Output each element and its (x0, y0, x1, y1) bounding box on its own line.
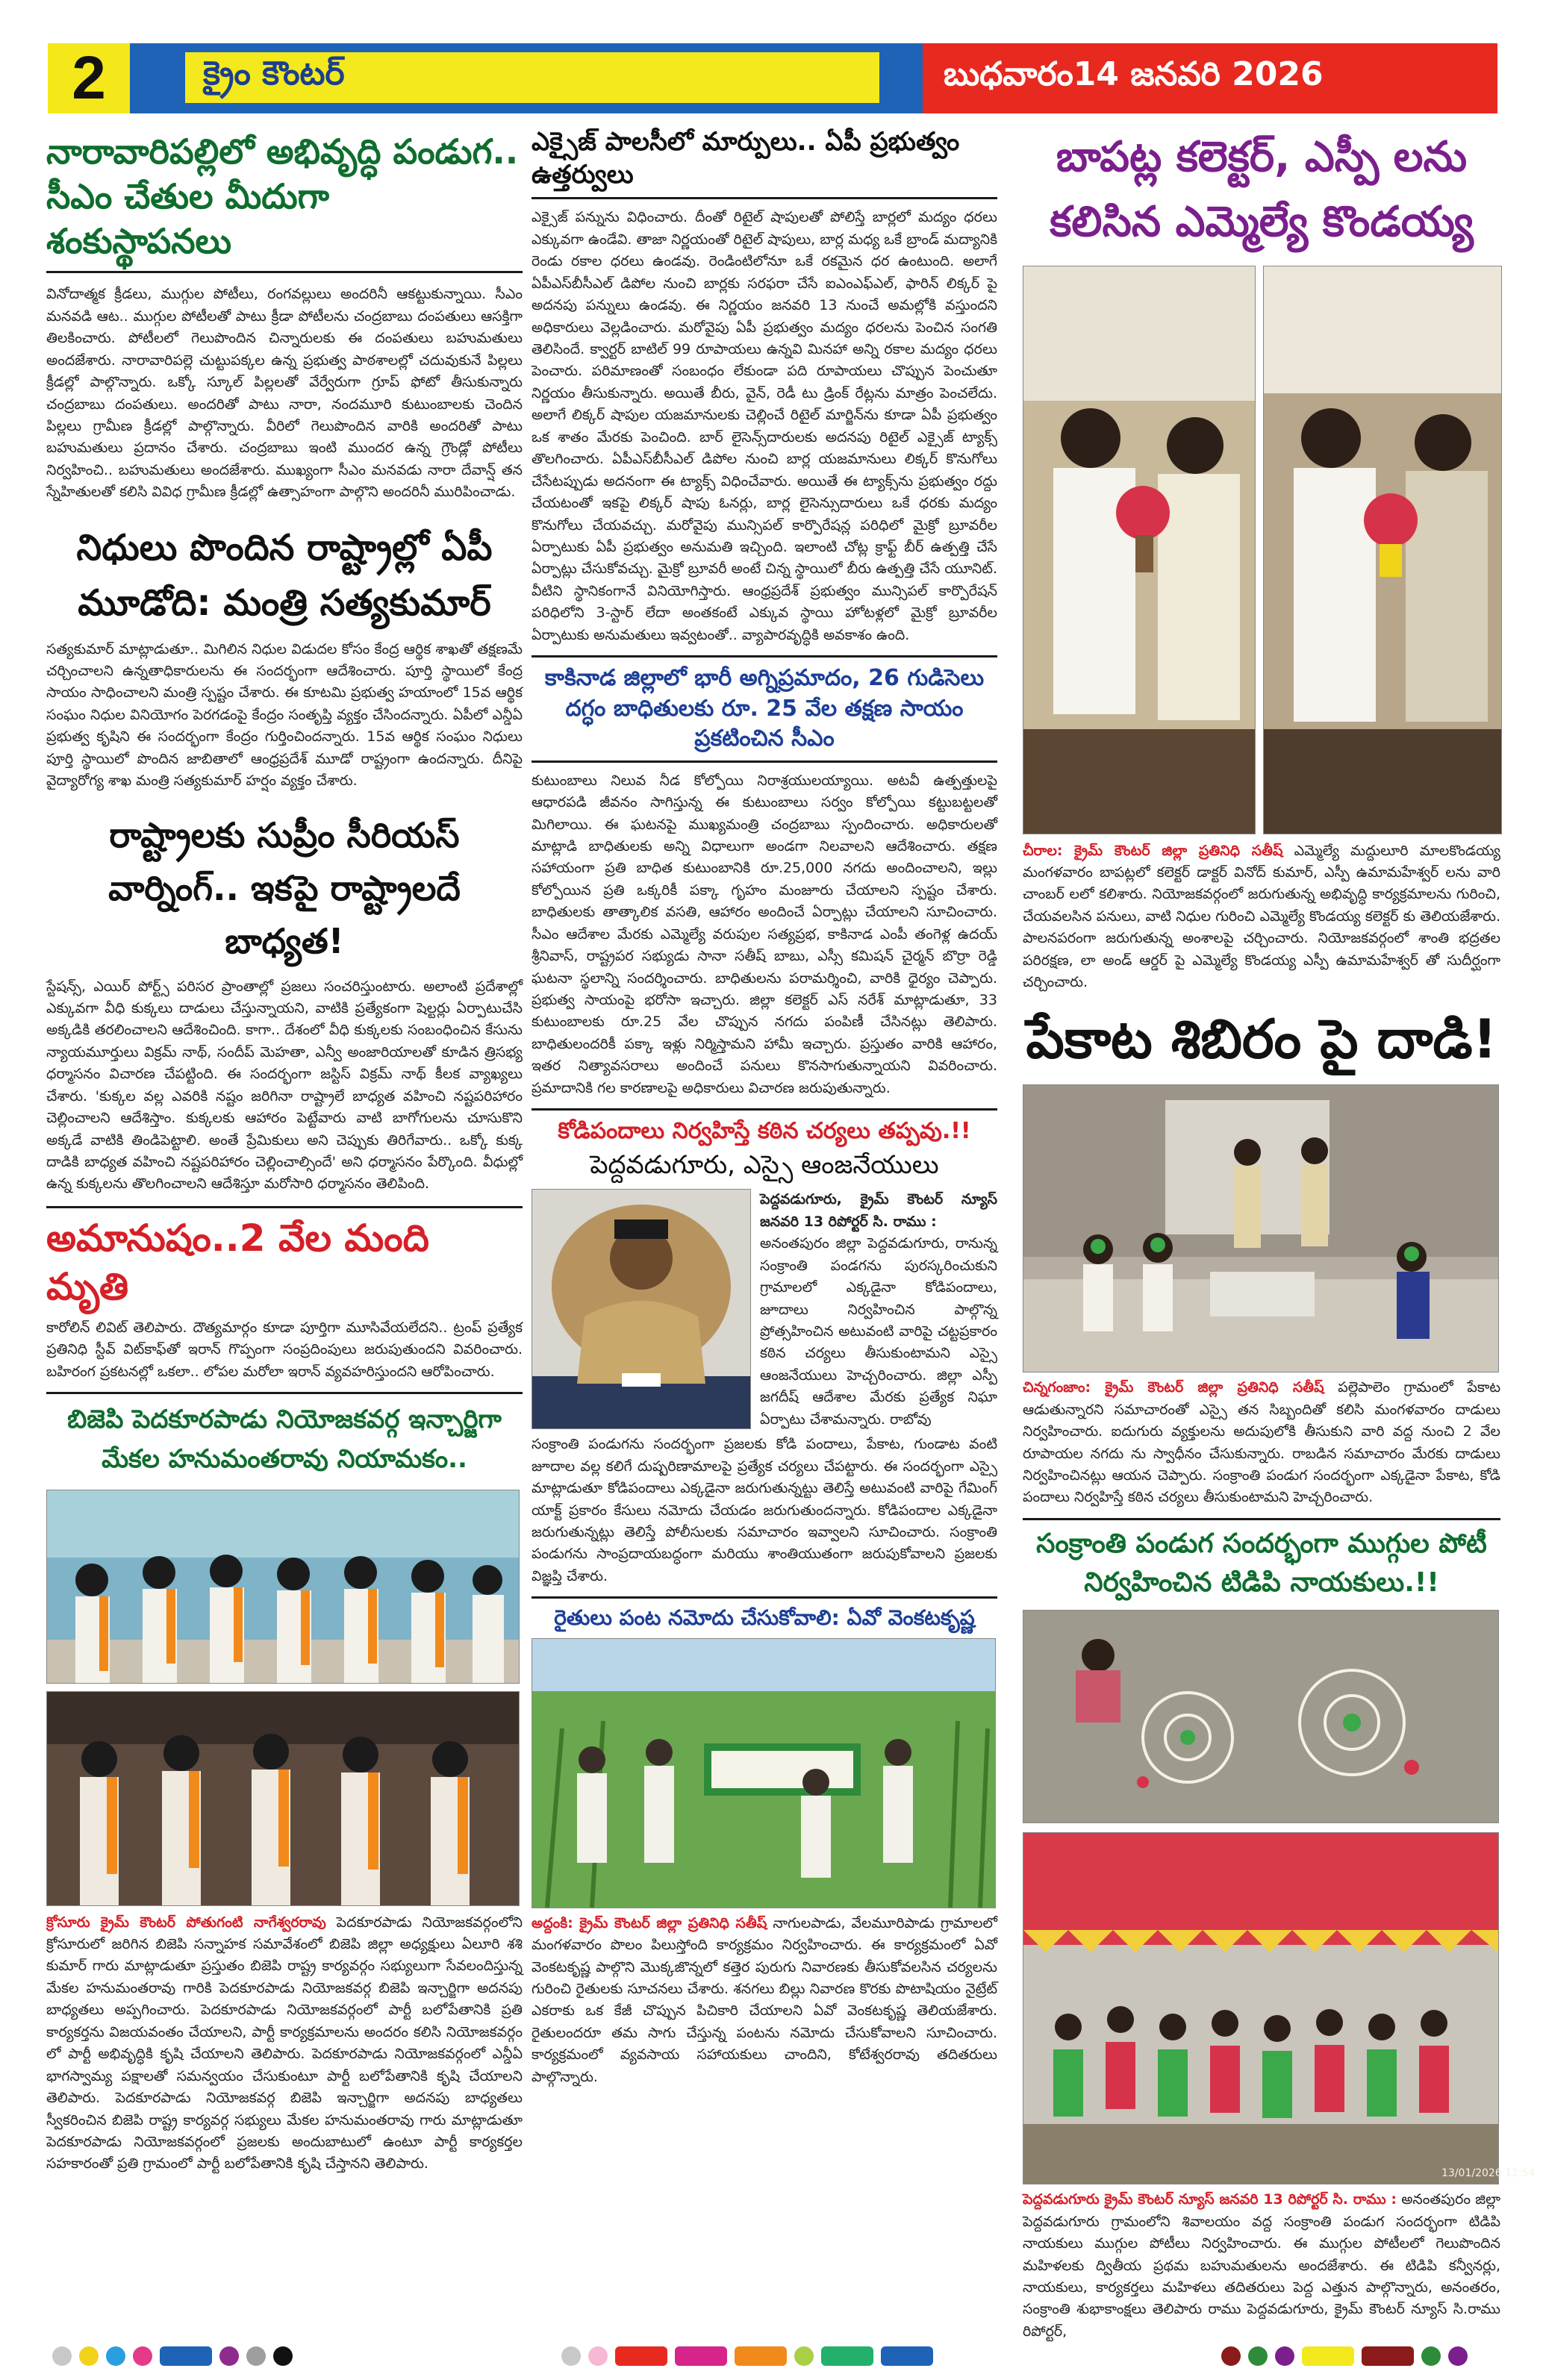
bjp-group-photo-1 (46, 1490, 520, 1684)
raid-caption-lead: చిన్నగంజాం: క్రైమ్ కౌంటర్ జిల్లా ప్రతినిధి సతీష్ (1023, 1379, 1324, 1396)
footer-color-bar (735, 2346, 787, 2366)
footer-color-dot (1448, 2346, 1468, 2366)
bjp-group-photo-2 (46, 1691, 520, 1906)
muggulu-crowd-art (1023, 1833, 1536, 2184)
cockfight-side-text (760, 1189, 997, 1431)
crop-body-text: నాగులపాడు, వేలమూరిపాడు గ్రామాలలో మంగళవారం పొలం పిలుస్తోంది కార్యక్రమం నిర్వహించారు. ఈ కార్యక్రమంలో ఏవో వెంకటకృష్ణ పాల్గొని మొక్కజొన్నలో కత్తెర పురుగు నివారణకు తీసుకోవలసిన చర్యలను గురించి రైతులకు సూచనలు చేశారు. శనగలు బిల్లు నివారణ కొరకు పొటాషియం నైట్రేట్ ఎకరాకు ఒక కేజీ చొప్పున పిచికారి చేయాలని ఏవో వెంకటకృష్ణ తెలియజేశారు. రైతులందరూ తమ సాగు చేస్తున్న పంటను నమోదు చేసుకోవాలని సూచించారు. కార్యక్రమంలో వ్యవసాయ సహాయకులు చాందిని, కోటేశ్వరరావు తదితరులు పాల్గొన్నారు. (532, 1914, 997, 2085)
footer-color-bar (821, 2346, 873, 2366)
bjp-body-text: పెదకూరపాడు నియోజకవర్గంలోని క్రోసూరులో జరిగిన బిజెపి సన్నాహక సమావేశంలో బిజెపి జిల్లా అధ్యక్షులు ఏలూరి శశి కుమార్ గారు మాట్లాడుతూ ప్రస్తుతం బిజెపి రాష్ట్ర కార్యవర్గం సభ్యులుగా సేవలందిస్తున్న మేకల హనుమంతరావు గారికి పెదకూరపాడు నియోజకవర్గ బిజెపి ఇన్చార్జిగా అదనపు బాధ్యతలు అప్పగించారు. పెదకూరపాడు నియోజకవర్గంలో పార్టీ బలోపేతానికి ప్రతి కార్యకర్తను విజయవంతం చేయాలని, పార్టీ కార్యక్రమాలను అందరం కలిసి నియోజకవర్గం లో పార్టీ అభివృద్ధికి కృషి చేయాలని తెలిపారు. పెదకూరపాడు నియోజకవర్గంలో ఎన్డీఏ భాగస్వామ్య పక్షాలతో సమన్వయం చేసుకుంటూ పార్టీ బలోపేతానికి కృషి చేయాలని తెలిపారు. పెదకూరపాడు నియోజకవర్గ బిజెపి ఇన్చార్జిగా అదనపు బాధ్యతలు స్వీకరించిన బిజెపి రాష్ట్ర కార్యవర్గ సభ్యులు మేకల హనుమంతరావు గారు మాట్లాడుతూ పెదకూరపాడు నియోజకవర్గంలో ప్రజలకు అందుబాటులో ఉంటూ పార్టీ కార్యకర్తల సహకారంతో ప్రతి గ్రామంలో పార్టీ బలోపేతానికి కృషి చేస్తానని తెలిపారు. (46, 1914, 523, 2173)
footer-color-dot (133, 2346, 152, 2366)
article-raid-body (1023, 1377, 1500, 1509)
page-number: 2 (48, 43, 130, 113)
headline-crop-registration: రైతులు పంట నమోదు చేసుకోవాలి: ఏవో వెంకటకృష్ణ (554, 1605, 975, 1631)
footer-color-dot (106, 2346, 125, 2366)
crop-caption-lead: అద్దంకి: క్రైమ్ కౌంటర్ జిల్లా ప్రతినిధి సతీష్ (532, 1914, 767, 1931)
mla-caption-lead: చీరాల: క్రైమ్ కౌంటర్ జిల్లా ప్రతినిధి సతీష్ (1023, 842, 1283, 859)
gambling-raid-art (1023, 1085, 1498, 1372)
muggulu-art (1023, 1611, 1498, 1823)
article-satyakumar-body: సత్యకుమార్ మాట్లాడుతూ.. మిగిలిన నిధుల విడుదల కోసం కేంద్ర ఆర్థిక శాఖతో తక్షణమే చర్చించాలని ఉన్నతాధికారులను ఈ సందర్భంగా ఆదేశించారు. పూర్తి స్థాయిలో కేంద్ర సాయం సాధించాలని మంత్రి స్పష్టం చేశారు. ఈ కూటమి ప్రభుత్వ హయాంలో 15వ ఆర్థిక సంఘం నిధుల వినియోగం పెరగడంపై కేంద్రం సంతృప్తి వ్యక్తం చేసిందన్నారు. ఏపీలో ఎన్డీఏ ప్రభుత్వ కృషిని ఈ సందర్భంగా కేంద్రం గుర్తించిందన్నారు. 15వ ఆర్థిక సంఘం నిధులు పూర్తి స్థాయిలో పొందిన జాబితాలో ఆంధ్రప్రదేశ్ మూడో రాష్ట్రంగా ఉందన్నారు. దీనిపై వైద్యారోగ్య శాఖ మంత్రి సత్యకుమార్ హర్షం వ్యక్తం చేశారు. (46, 640, 523, 790)
headline-excise-policy: ఎక్సైజ్ పాలసీలో మార్పులు.. ఏపీ ప్రభుత్వం ఉత్తర్వులు (532, 127, 960, 190)
paper-name: క్రైం కౌంటర్ (203, 54, 345, 93)
gambling-raid-photo (1023, 1084, 1499, 1372)
crop-field-art (532, 1639, 995, 1908)
issue-date: బుధవారం14 జనవరి 2026 (944, 55, 1324, 93)
footer-color-dot (1221, 2346, 1241, 2366)
bjp-caption-lead: క్రోసూరు క్రైమ్ కౌంటర్ పోతుగంటి నాగేశ్వరరావు (46, 1914, 326, 1931)
bjp-photo-area (46, 1490, 523, 1908)
divider (532, 760, 997, 763)
headline-muggulu-contest: సంక్రాంతి పండుగ సందర్భంగా ముగ్గుల పోటీ నిర్వహించిన టిడిపి నాయకులు.!! (1036, 1528, 1487, 1599)
footer-color-dot (1248, 2346, 1268, 2366)
headline-2000-dead: అమానుషం..2 వేల మంది మృతి (46, 1216, 429, 1308)
si-portrait-art (532, 1190, 750, 1428)
mla-collector-photo (1023, 266, 1256, 834)
muggulu-caption-lead: పెద్దవడుగూరు క్రైమ్ కౌంటర్ న్యూస్ జనవరి 13 రిపోర్టర్ సి. రాము : (1023, 2191, 1397, 2208)
headline-cockfight-warning: కోడిపందాలు నిర్వహిస్తే కఠిన చర్యలు తప్పవు.!! (558, 1118, 971, 1145)
footer-color-dot (246, 2346, 266, 2366)
article-supreme-court-body: స్టేషన్స్, ఎయిర్ పోర్ట్స్ పరిసర ప్రాంతాల్లో ప్రజలు సంచరిస్తుంటారు. అలాంటి ప్రదేశాల్లో ఎక్కువగా వీధి కుక్కలు దాడులు చేస్తున్నాయని, వాటికి ప్రత్యేకంగా షెల్టర్లు ఏర్పాటుచేసి అక్కడికి తరలించాలని ఆదేశించింది. కాగా.. దేశంలో వీధి కుక్కలకు సంబంధించిన కేసును న్యాయమూర్తులు విక్రమ్ నాథ్, సందీప్ మెహతా, ఎన్వీ అంజారియాలతో కూడిన త్రిసభ్య ధర్మాసనం విచారణ చేపట్టింది. ఈ సందర్భంగా జస్టిస్ విక్రమ్ నాథ్ కీలక వ్యాఖ్యలు చేశారు. 'కుక్కల వల్ల ఎవరికి నష్టం జరిగినా రాష్ట్రాలే బాధ్యత వహించి నష్టపరిహారం చెల్లించాలని ఆదేశిస్తాం. కుక్కలకు ఆహారం పెట్టేవారు వాటి బాగోగులను చూసుకొని అక్కడే వాటికి తిండిపెట్టాలి. అంతే ప్రేమికులు అని చెప్పుకు తిరిగేవారు.. ఒక్కో కుక్క దాడికి బాధ్యత వహించి నష్టపరిహారం చెల్లించాల్సిందే' అని ధర్మాసనం పేర్కొంది. వీధుల్లో ఉన్న కుక్కలను తొలగించాలని ఆదేశిస్తూ మరోసారి ధర్మాసనం తెలిపింది. (46, 978, 523, 1193)
cockfight-row (532, 1189, 997, 1431)
article-excise-body: ఎక్సైజ్ పన్నును విధించారు. దీంతో రిటైల్ షాపులతో పోలిస్తే బార్లలో మద్యం ధరలు ఎక్కువగా ఉండేవి. తాజా నిర్ణయంతో రిటైల్ షాపులు, బార్ల మధ్య ఒకే బ్రాండ్ మద్యానికి రెండు రకాల ధరలు ఉండవు. రెండింటిలోనూ ఒకే రకమైన ధర ఉంటుంది. అలాగే ఏపీఎస్‌బీసీఎల్ డిపోల నుంచి బార్లకు సరఫరా చేసే ఐఎంఎఫ్ఎల్, ఫారిన్ లిక్కర్ పై అదనపు పన్నులు ఉండవు. ఈ నిర్ణయం జనవరి 13 నుంచే అమల్లోకి వస్తుందని అధికారులు వెల్లడించారు. మరోవైపు ఏపీ ప్రభుత్వం మద్యం ధరలను పెంచిన సంగతి తెలిసిందే. క్వార్టర్ బాటిల్ 99 రూపాయలు ఉన్నవి మినహా అన్ని రకాల మద్యం ధరలు పెంచారు. పరిమాణంతో సంబంధం లేకుండా పది రూపాయలు చొప్పున పెంచుతూ నిర్ణయం తీసుకున్నారు. అయితే బీరు, వైన్, రెడీ టు డ్రింక్ రేట్లను మాత్రం పెంచలేదు. అలాగే లిక్కర్ షాపుల యజమానులకు చెల్లించే రిటైల్ మార్జిన్‌ను కూడా ఏపీ ప్రభుత్వం ఒక శాతం మేరకు పెంచింది. బార్ లైసెన్స్‌దారులకు అదనపు రిటైల్ ఎక్సైజ్ ట్యాక్స్ తొలగించారు. ఏపీఎస్‌బీసీఎల్ డిపోల నుంచి బార్ల యజమానులు లిక్కర్ కొనుగోలు చేసేటప్పుడు అదనంగా ఈ ట్యాక్స్ విధించేవారు. అయితే ఈ ట్యాక్స్‌ను ప్రభుత్వం రద్దు చేయటంతో ఇకపై లిక్కర్ షాపు ఓనర్లు, బార్ల లైసెన్సుదారులు ఒకే ధరకు మద్యం కొనుగోలు చేయవచ్చు. మరోవైపు మున్సిపల్ కార్పొరేషన్ల పరిధిలో మైక్రో బ్రూవరీల ఏర్పాటుకు ఏపీ ప్రభుత్వం అనుమతి ఇచ్చింది. ఇలాంటి చోట్ల క్రాఫ్ట్ బీర్ ఉత్పత్తి చేసే ఏర్పాట్లు చేసుకోవచ్చు. మైక్రో బ్రూవరీ అంటే చిన్న స్థాయిలో బీరు ఉత్పత్తి చేసే యూనిట్. వీటిని స్థానికంగానే వినియోగిస్తారు. ఆంధ్రప్రదేశ్ ప్రభుత్వం మున్సిపల్ కార్పొరేషన్ పరిధిలోని 3-స్టార్ లేదా అంతకంటే ఎక్కువ స్థాయి హోటళ్లలో మైక్రో బ్రూవరీల ఏర్పాటుకు అనుమతులు ఇవ్వటంతో.. వ్యాపారవృద్ధికి అవకాశం ఉంది. (532, 209, 997, 643)
article-muggulu-body (1023, 2189, 1500, 2343)
footer-color-dot (794, 2346, 814, 2366)
footer-color-dot (1275, 2346, 1294, 2366)
footer-color-dot (79, 2346, 99, 2366)
article-naravaripalli-body: వినోదాత్మక క్రీడలు, ముగ్గుల పోటీలు, రంగవల్లులు అందరినీ ఆకట్టుకున్నాయి. సీఎం మనవడి ఆట.. ముగ్గుల పోటీలతో పాటు క్రీడా పోటీలను చంద్రబాబు దంపతులు ఆసక్తిగా తిలకించారు. పోటీలలో గెలుపొందిన చిన్నారులకు ఈ దంపతులు బహుమతులు అందజేశారు. నారావారిపల్లె చుట్టుపక్కల ఉన్న ప్రభుత్వ పాఠశాలల్లో చదువుకునే పిల్లలు క్రీడల్లో పాల్గొన్నారు. ఒక్కో స్కూల్ పిల్లలతో వేర్వేరుగా గ్రూప్ ఫోటో తీసుకున్నారు చంద్రబాబు దంపతులు. అందరితో పాటు నారా, నందమూరి కుటుంబాలకు చెందిన పిల్లలు గ్రామీణ క్రీడల్లో పాల్గొన్నారు. వీరిలో గెలుపొందిన వారికి అందరితో పాటు బహుమతులు ప్రదానం చేశారు. చంద్రబాబు ఇంటి ముందర ఉన్న గ్రౌండ్లో పోటీలు నిర్వహించి.. బహుమతులు అందజేశారు. ముఖ్యంగా సీఎం మనవడు నారా దేవాన్ష్ తన స్నేహితులతో కలిసి వివిధ గ్రామీణ క్రీడల్లో ఉత్సాహంగా పాల్గొని అందరినీ మురిపించాడు. (46, 286, 523, 501)
footer-color-bar (1302, 2346, 1354, 2366)
cockfight-side-body: అనంతపురం జిల్లా పెద్దవడుగూరు, రానున్న సంక్రాంతి పండగను పురస్కరించుకుని గ్రామాలలో ఎక్కడైనా కోడిపందాలు, జూదాలు నిర్వహించిన పాల్గొన్న ప్రోత్సహించిన అటువంటి వారిపై చట్టప్రకారం కఠిన చర్యలు తీసుకుంటామని ఎస్సై ఆంజనేయులు హెచ్చరించారు. జిల్లా ఎస్పీ జగదీష్ ఆదేశాల మేరకు ప్రత్యేక నిఘా ఏర్పాటు చేశామన్నారు. రాబోవు (760, 1235, 997, 1428)
article-2000-dead-body: కారోలిన్ లివిట్ తెలిపారు. దౌత్యమార్గం కూడా పూర్తిగా మూసివేయలేదని.. ట్రంప్ ప్రత్యేక ప్రతినిధి స్టీవ్ విట్‌కాఫ్‌తో ఇరాన్ గొప్పంగా సంప్రదింపులు జరుపుతుందని వివరించారు. బహిరంగ ప్రకటనల్లో ఒకలా.. లోపల మరోలా ఇరాన్ వ్యవహరిస్తుందని ఆరోపించారు. (46, 1319, 523, 1380)
divider (46, 271, 523, 273)
headline-supreme-court: రాష్ట్రాలకు సుప్రీం సీరియస్ వార్నింగ్.. ఇకపై రాష్ట్రాలదే బాధ్యత! (108, 814, 461, 962)
mla-sp-photo (1263, 266, 1502, 834)
footer-color-dot (1421, 2346, 1441, 2366)
footer-color-bar (675, 2346, 727, 2366)
divider (46, 1206, 523, 1208)
photo-timestamp: 13/01/2026 12:54 (1441, 2167, 1536, 2180)
article-crop-body (532, 1913, 997, 2089)
article-mla-body (1023, 840, 1500, 994)
column-middle (532, 125, 997, 2334)
bjp-group-photo-1-art (47, 1490, 519, 1683)
article-cockfight-body: సంక్రాంతి పండుగను సందర్భంగా ప్రజలకు కోడి పందాలు, పేకాట, గుండాట వంటి జూదాల వల్ల కలిగే దుష్పరిణామాలపై ప్రత్యేక చర్యలు చేపట్టారు. ఈ సందర్భంగా ఎస్సై మాట్లాడుతూ కోడిపందాలు ఎక్కడైనా జరుగుతున్నట్టు తెలిస్తే అటువంటి వారిపై గేమింగ్ యాక్ట్ ప్రకారం కేసులు నమోదు చేయడం జరుగుతుందన్నారు. కోడిపందాల ఎక్కడైనా జరుగుతున్నట్లు తెలిస్తే పోలీసులకు సమాచారం ఇవ్వాలని సూచించారు. సంక్రాంతి పండుగను సాంప్రదాయబద్ధంగా మరియు శాంతియుతంగా జరుపుకోవాలని ప్రజలకు విజ్ఞప్తి చేశారు. (532, 1436, 997, 1584)
footer-color-dot (588, 2346, 608, 2366)
headline-satyakumar: నిధులు పొందిన రాష్ట్రాల్లో ఏపీ మూడోది: మంత్రి సత్యకుమార్ (76, 526, 493, 625)
footer-color-bar (1362, 2346, 1414, 2366)
article-bjp-body (46, 1912, 523, 2176)
article-kakinada-body: కుటుంబాలు నిలువ నీడ కోల్పోయి నిరాశ్రయులయ్యాయి. అటవీ ఉత్పత్తులపై ఆధారపడి జీవనం సాగిస్తున్న ఈ కుటుంబాలు సర్వం కోల్పోయి కట్టుబట్టలతో మిగిలాయి. ఈ ఘటనపై ముఖ్యమంత్రి చంద్రబాబు స్పందించారు. అధికారులతో మాట్లాడి బాధితులకు అన్ని విధాలుగా అండగా నిలవాలని ఆదేశించారు. తక్షణ సహాయంగా ప్రతి బాధిత కుటుంబానికి రూ.25,000 నగదు అందించాలని, ఇల్లు కోల్పోయిన ప్రతి ఒక్కరికీ పక్కా గృహం మంజూరు చేయాలని స్పష్టం చేశారు. బాధితులకు తాత్కాలిక వసతి, ఆహారం అందించే ఏర్పాట్లు చేయాలని సూచించారు. సీఎం ఆదేశాల మేరకు ఎమ్మెల్యే వరుపుల సత్యప్రభ, కాకినాడ ఎంపీ తంగెళ్ల ఉదయ్ శ్రీనివాస్, రాష్ట్రపర సభ్యుడు సానా సతీష్ బాబు, ఎస్సీ కమిషన్ చైర్మన్ బొర్రా రెడ్డి ఘటనా స్థలాన్ని సందర్శించారు. బాధితులను పరామర్శించి, వారికి ధైర్యం చెప్పారు. ప్రభుత్వ సాయంపై భరోసా ఇచ్చారు. జిల్లా కలెక్టర్ ఎస్ నరేశ్ మాట్లాడుతూ, 33 కుటుంబాలకు రూ.25 వేల చొప్పున నగదు పంపిణీ చేసినట్లు తెలిపారు. బాధితులందరికీ పక్కా ఇళ్లు నిర్మిస్తామని హామీ ఇచ్చారు. ప్రస్తుతం వారికి ఆహారం, ఇతర నిత్యావసరాలు అందించే పనులు కొనసాగుతున్నాయని వివరించారు. ప్రమాదానికి గల కారణాలపై అధికారులు విచారణ జరుపుతున్నారు. (532, 772, 997, 1096)
divider (532, 197, 997, 199)
divider (532, 655, 997, 658)
divider (532, 1108, 997, 1111)
footer-color-dot (52, 2346, 72, 2366)
si-portrait-photo (532, 1189, 751, 1429)
muggulu-photo (1023, 1610, 1499, 1823)
cockfight-byline: పెద్దవడుగూరు, ఎస్సై ఆంజనేయులు (590, 1150, 939, 1181)
footer-color-bar (160, 2346, 212, 2366)
headline-gambling-raid: పేకాట శిబిరం పై దాడి! (1026, 1007, 1497, 1070)
footer-color-dot (273, 2346, 293, 2366)
footer-color-dot (219, 2346, 239, 2366)
divider (46, 1392, 523, 1394)
headline-naravaripalli: నారావారిపల్లిలో అభివృద్ధి పండుగ.. సీఎం చేతుల మీదుగా శంకుస్థాపనలు (46, 131, 519, 261)
raid-body-text: పల్లెపాలెం గ్రామంలో పేకాట ఆడుతున్నారని సమాచారంతో ఎస్సై తన సిబ్బందితో కలిసి మంగళవారం దాడులు నిర్వహించారు. ఐదుగురు వ్యక్తులను అదుపులోకి తీసుకుని వారి వద్ద నుంచి 2 వేల రూపాయల నగదు ను స్వాధీనం చేసుకున్నారు. రాబడిన సమాచారం మేరకు దాడులు నిర్వహించినట్లు ఆయన చెప్పారు. సంక్రాంతి పండుగ సందర్భంగా ఎక్కడైనా పేకాట, కోడి పందాలు నిర్వహిస్తే కఠిన చర్యలు తీసుకుంటామని హెచ్చరించారు. (1023, 1379, 1500, 1506)
muggulu-crowd-photo (1023, 1832, 1536, 2184)
mla-sp-art (1264, 266, 1501, 834)
divider (1023, 1518, 1500, 1520)
column-left (46, 125, 523, 2334)
footer-color-bar (881, 2346, 933, 2366)
column-right (1023, 125, 1536, 2340)
crop-field-photo (532, 1638, 996, 1908)
bjp-group-photo-2-art (47, 1692, 519, 1905)
mla-body-text: ఎమ్మెల్యే మద్దులూరి మాలకొండయ్య మంగళవారం బాపట్లలో కలెక్టర్ డాక్టర్ వినోద్ కుమార్, ఎస్పీ ఉమామహేశ్వర్ లను వారి చాంబర్ లలో కలిశారు. నియోజకవర్గంలో జరుగుతున్న అభివృద్ధి కార్యక్రమాలను గురించి, చేయవలసిన పనులు, వాటి నిధుల గురించి ఎమ్మెల్యే కొండయ్య కలెక్టర్ కు తెలియజేశారు. పాలనపరంగా జరుగుతున్న అంశాలపై చర్చించారు. నియోజకవర్గంలో శాంతి భద్రతల పరిరక్షణ, లా అండ్ ఆర్డర్ పై ఎమ్మెల్యే కొండయ్య ఎస్పీ ఉమామహేశ్వర్ తో సుదీర్ఘంగా చర్చించారు. (1023, 842, 1500, 991)
mla-photo-area (1023, 266, 1500, 833)
divider (532, 1596, 997, 1599)
muggulu-body-text: అనంతపురం జిల్లా పెద్దవడుగూరు గ్రామంలోని శివాలయం వద్ద సంక్రాంతి పండుగ సందర్భంగా టిడిపి నాయకులు ముగ్గుల పోటీలు నిర్వహించారు. ఈ ముగ్గుల పోటీలలో గెలుపొందిన మహిళలకు ద్వితీయ ప్రథమ బహుమతులను అందజేశారు. ఈ టిడిపి కన్వీనర్లు, నాయకులు, కార్యకర్తలు మహిళలు తదితరులు పెద్ద ఎత్తున పాల్గొన్నారు, అనంతరం, సంక్రాంతి శుభాకాంక్షలు తెలిపారు రాము పెద్దవడుగూరు, క్రైమ్ కౌంటర్ న్యూస్ సి.రాము రిపోర్టర్, (1023, 2191, 1501, 2340)
mla-collector-art (1023, 266, 1255, 834)
headline-kakinada-fire: కాకినాడ జిల్లాలో భారీ అగ్నిప్రమాదం, 26 గుడిసెలు దగ్ధం బాధితులకు రూ. 25 వేల తక్షణ సాయం ప్రకటించిన సీఎం (544, 665, 985, 752)
cockfight-dateline: పెద్దవడుగూరు, క్రైమ్ కౌంటర్ న్యూస్ జనవరి 13 రిపోర్టర్ సి. రాము : (760, 1191, 997, 1230)
headline-bjp-incharge: బిజెపి పెదకూరపాడు నియోజకవర్గ ఇన్చార్జిగా మేకల హనుమంతరావు నియామకం.. (67, 1405, 502, 1474)
headline-bapatla-mla: బాపట్ల కలెక్టర్, ఎస్పీ లను కలిసిన ఎమ్మెల్యే కొండయ్య (1050, 133, 1474, 246)
footer-color-dot (561, 2346, 581, 2366)
footer-color-bar (615, 2346, 667, 2366)
